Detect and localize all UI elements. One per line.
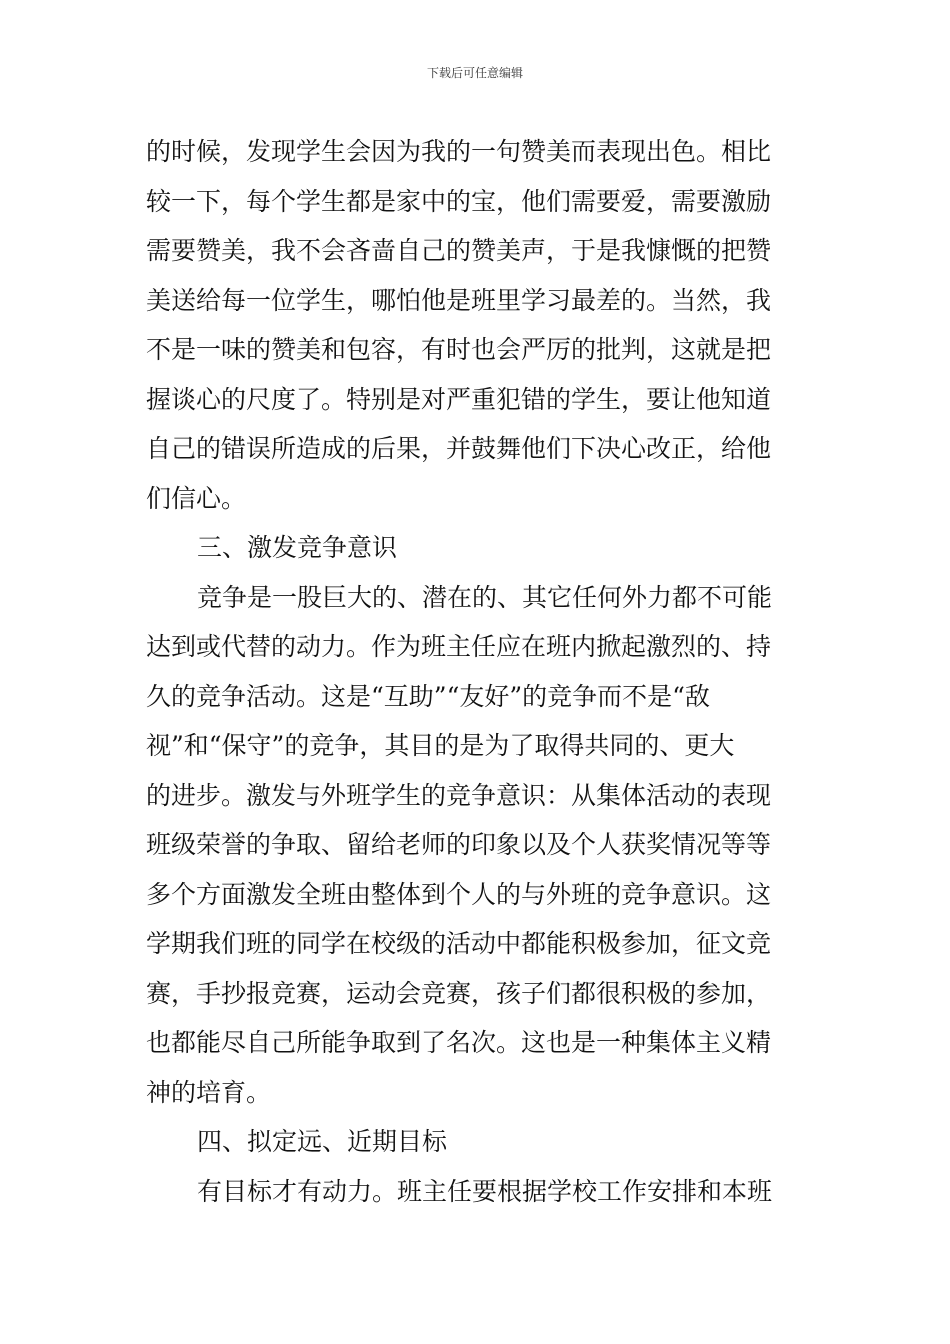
text-line: 自己的错误所造成的后果，并鼓舞他们下决心改正，给他	[146, 434, 772, 463]
text-line: 神的培育。	[146, 1077, 272, 1107]
text-line: 学期我们班的同学在校级的活动中都能积极参加，征文竞	[146, 929, 772, 958]
text-line: 的进步。激发与外班学生的竞争意识：从集体活动的表现	[146, 780, 772, 810]
text-line: 美送给每一位学生，哪怕他是班里学习最差的。当然，我	[146, 285, 772, 315]
text-line: 们信心。	[146, 483, 247, 513]
text-line: 达到或代替的动力。作为班主任应在班内掀起激烈的、持	[146, 632, 772, 661]
text-line: 需要赞美，我不会吝啬自己的赞美声，于是我慷慨的把赞	[146, 236, 772, 265]
text-line: 多个方面激发全班由整体到个人的与外班的竞争意识。这	[146, 879, 772, 909]
paragraph-start-line: 竞争是一股巨大的、潜在的、其它任何外力都不可能	[197, 582, 773, 612]
text-line: 久的竞争活动。这是“互助”“友好”的竞争而不是“敌	[146, 681, 710, 711]
text-line: 视”和“保守”的竞争，其目的是为了取得共同的、更大	[146, 731, 735, 760]
paragraph-start-line: 有目标才有动力。班主任要根据学校工作安排和本班	[197, 1176, 773, 1206]
text-line: 不是一味的赞美和包容，有时也会严厉的批判，这就是把	[146, 335, 772, 364]
text-line: 的时候，发现学生会因为我的一句赞美而表现出色。相比	[146, 137, 772, 166]
page-header: 下载后可任意编辑	[426, 66, 523, 80]
text-line: 较一下，每个学生都是家中的宝，他们需要爱，需要激励	[146, 186, 772, 216]
text-line: 握谈心的尺度了。特别是对严重犯错的学生，要让他知道	[146, 384, 772, 414]
section-heading: 四、拟定远、近期目标	[197, 1127, 448, 1156]
section-heading: 三、激发竞争意识	[197, 533, 398, 562]
text-line: 赛，手抄报竞赛，运动会竞赛，孩子们都很积极的参加，	[146, 978, 772, 1008]
text-line: 也都能尽自己所能争取到了名次。这也是一种集体主义精	[146, 1028, 772, 1057]
document-body	[146, 127, 808, 1216]
text-line: 班级荣誉的争取、留给老师的印象以及个人获奖情况等等	[146, 830, 772, 859]
